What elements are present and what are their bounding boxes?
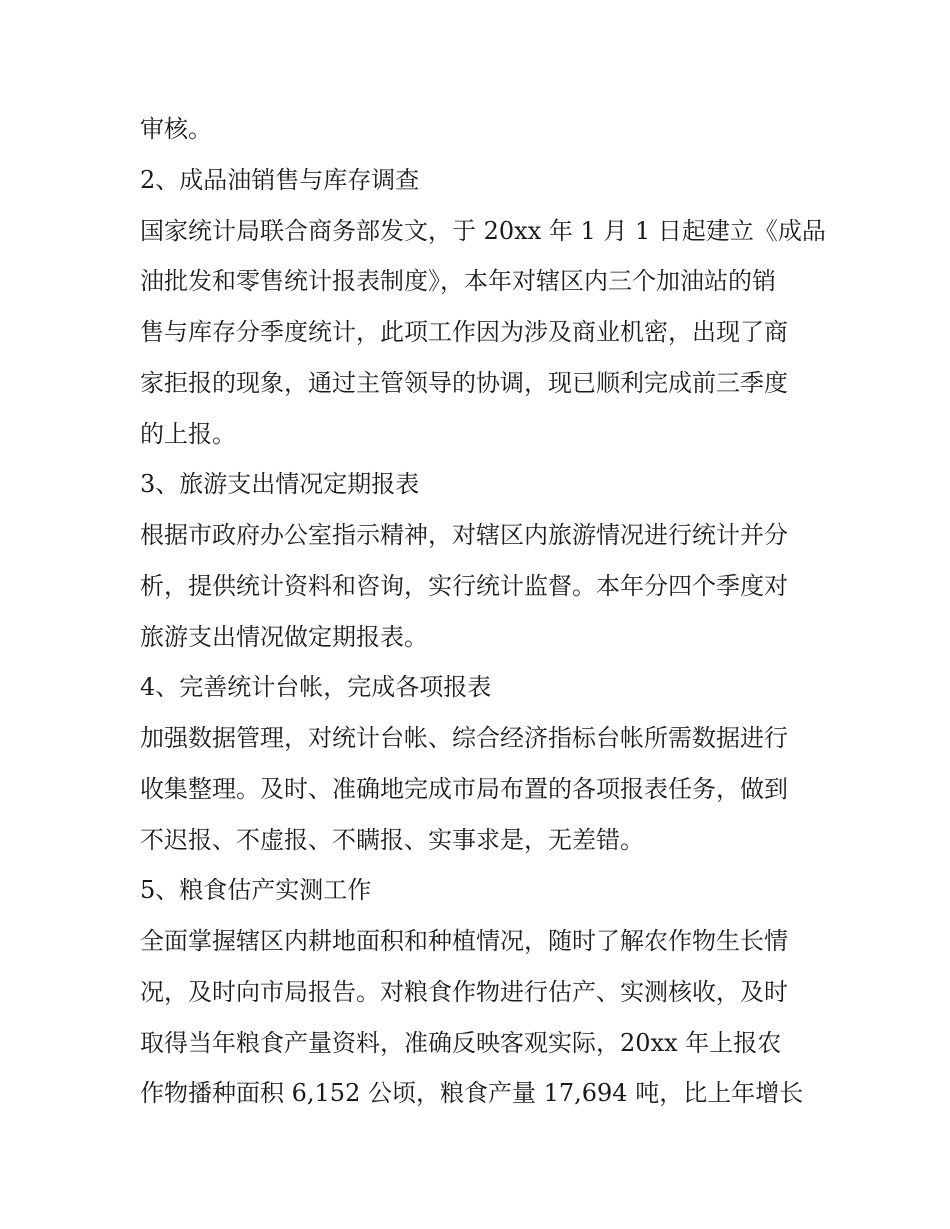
section-heading: 5、粮食估产实测工作 (140, 876, 372, 904)
text-line: 国家统计局联合商务部发文，于 20xx 年 1 月 1 日起建立《成品 (140, 217, 826, 245)
text-line: 况，及时向市局报告。对粮食作物进行估产、实测核收，及时 (140, 978, 788, 1006)
text-line: 全面掌握辖区内耕地面积和种植情况，随时了解农作物生长情 (140, 927, 788, 955)
section-heading: 2、成品油销售与库存调查 (140, 166, 420, 194)
text-line: 取得当年粮食产量资料，准确反映客观实际，20xx 年上报农 (140, 1029, 782, 1057)
text-line: 收集整理。及时、准确地完成市局布置的各项报表任务，做到 (140, 775, 788, 803)
text-line: 作物播种面积 6,152 公顷，粮食产量 17,694 吨，比上年增长 (140, 1079, 804, 1107)
text-line: 家拒报的现象，通过主管领导的协调，现已顺利完成前三季度 (140, 369, 788, 397)
text-line: 的上报。 (140, 420, 236, 448)
text-line: 油批发和零售统计报表制度》，本年对辖区内三个加油站的销 (140, 267, 776, 295)
text-line: 不迟报、不虚报、不瞒报、实事求是，无差错。 (140, 826, 644, 854)
text-line: 审核。 (140, 115, 212, 143)
text-line: 加强数据管理，对统计台帐、综合经济指标台帐所需数据进行 (140, 724, 788, 752)
text-line: 售与库存分季度统计，此项工作因为涉及商业机密，出现了商 (140, 318, 788, 346)
section-heading: 3、旅游支出情况定期报表 (140, 470, 420, 498)
text-line: 根据市政府办公室指示精神，对辖区内旅游情况进行统计并分 (140, 521, 788, 549)
section-heading: 4、完善统计台帐，完成各项报表 (140, 673, 492, 701)
text-line: 析，提供统计资料和咨询，实行统计监督。本年分四个季度对 (140, 572, 788, 600)
text-line: 旅游支出情况做定期报表。 (140, 623, 428, 651)
